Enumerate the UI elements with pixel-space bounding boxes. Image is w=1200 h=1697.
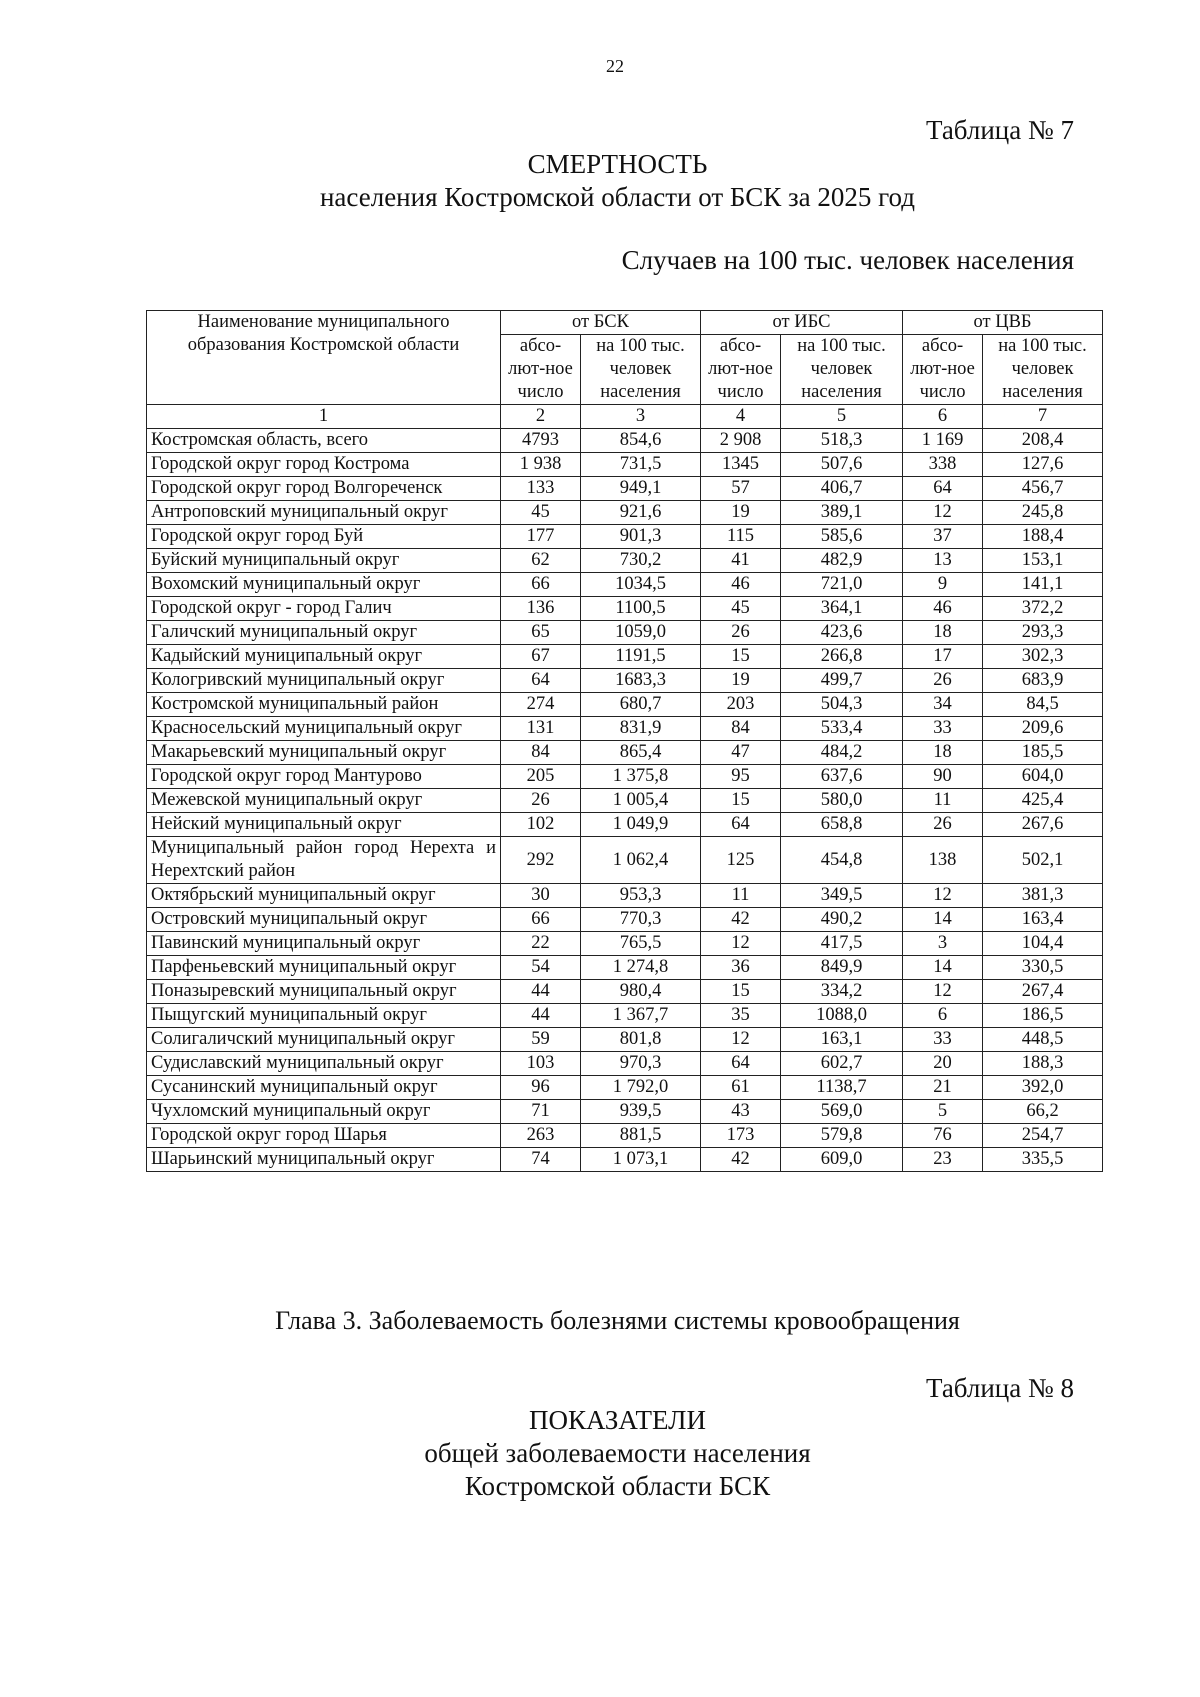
cell-bsk-abs: 62	[501, 549, 581, 573]
cell-ibs-abs: 125	[701, 837, 781, 884]
cell-bsk-abs: 1 938	[501, 453, 581, 477]
cell-ibs-rate: 364,1	[781, 597, 903, 621]
cell-cvb-rate: 185,5	[983, 741, 1103, 765]
cell-ibs-abs: 203	[701, 693, 781, 717]
cell-cvb-rate: 163,4	[983, 908, 1103, 932]
table-row	[147, 908, 1103, 932]
cell-bsk-abs: 22	[501, 932, 581, 956]
row-name: Красносельский муниципальный округ	[147, 717, 501, 741]
cell-bsk-abs: 67	[501, 645, 581, 669]
row-name: Нейский муниципальный округ	[147, 813, 501, 837]
header-abs: абсо-лют-ное число	[701, 335, 781, 405]
cell-cvb-abs: 11	[903, 789, 983, 813]
cell-ibs-rate: 163,1	[781, 1028, 903, 1052]
row-name: Муниципальный район город Нерехта и Нерехтский район	[147, 837, 501, 884]
cell-bsk-abs: 4793	[501, 429, 581, 453]
cell-ibs-abs: 15	[701, 645, 781, 669]
cell-ibs-rate: 518,3	[781, 429, 903, 453]
column-number: 7	[983, 405, 1103, 429]
cell-cvb-rate: 188,4	[983, 525, 1103, 549]
table-row	[147, 1148, 1103, 1172]
cell-ibs-abs: 42	[701, 908, 781, 932]
cell-bsk-abs: 26	[501, 789, 581, 813]
cell-ibs-rate: 849,9	[781, 956, 903, 980]
cell-cvb-rate: 293,3	[983, 621, 1103, 645]
cell-bsk-rate: 980,4	[581, 980, 701, 1004]
cell-cvb-abs: 18	[903, 621, 983, 645]
table-row	[147, 1028, 1103, 1052]
cell-bsk-abs: 59	[501, 1028, 581, 1052]
row-name: Межевской муниципальный округ	[147, 789, 501, 813]
cell-bsk-abs: 177	[501, 525, 581, 549]
row-name: Костромской муниципальный район	[147, 693, 501, 717]
row-name: Поназыревский муниципальный округ	[147, 980, 501, 1004]
cell-cvb-rate: 381,3	[983, 884, 1103, 908]
cell-cvb-abs: 9	[903, 573, 983, 597]
cell-cvb-rate: 302,3	[983, 645, 1103, 669]
cell-ibs-rate: 349,5	[781, 884, 903, 908]
cell-cvb-rate: 208,4	[983, 429, 1103, 453]
column-number-row	[147, 405, 1103, 429]
table-body	[147, 429, 1103, 1172]
cell-bsk-rate: 1034,5	[581, 573, 701, 597]
cell-cvb-abs: 12	[903, 884, 983, 908]
mortality-table	[146, 310, 1103, 1172]
cell-cvb-abs: 1 169	[903, 429, 983, 453]
cell-cvb-abs: 13	[903, 549, 983, 573]
cell-ibs-abs: 35	[701, 1004, 781, 1028]
cell-ibs-abs: 95	[701, 765, 781, 789]
cell-bsk-rate: 731,5	[581, 453, 701, 477]
cell-bsk-rate: 1 367,7	[581, 1004, 701, 1028]
cell-bsk-rate: 765,5	[581, 932, 701, 956]
header-rate: на 100 тыс. человек населения	[581, 335, 701, 405]
cell-ibs-abs: 47	[701, 741, 781, 765]
cell-cvb-abs: 21	[903, 1076, 983, 1100]
cell-cvb-abs: 26	[903, 813, 983, 837]
cell-cvb-rate: 392,0	[983, 1076, 1103, 1100]
column-number: 2	[501, 405, 581, 429]
cell-cvb-abs: 12	[903, 980, 983, 1004]
cell-ibs-abs: 12	[701, 1028, 781, 1052]
cell-ibs-rate: 454,8	[781, 837, 903, 884]
table-row	[147, 669, 1103, 693]
cell-cvb-abs: 76	[903, 1124, 983, 1148]
cell-bsk-rate: 1 049,9	[581, 813, 701, 837]
cell-bsk-abs: 292	[501, 837, 581, 884]
table7-title	[0, 148, 1200, 214]
row-name: Городской округ город Волгореченск	[147, 477, 501, 501]
cell-bsk-abs: 30	[501, 884, 581, 908]
cell-cvb-rate: 104,4	[983, 932, 1103, 956]
row-name: Солигаличский муниципальный округ	[147, 1028, 501, 1052]
cell-bsk-rate: 801,8	[581, 1028, 701, 1052]
row-name: Городской округ город Шарья	[147, 1124, 501, 1148]
cell-ibs-rate: 334,2	[781, 980, 903, 1004]
cell-ibs-rate: 637,6	[781, 765, 903, 789]
row-name: Кологривский муниципальный округ	[147, 669, 501, 693]
cell-cvb-abs: 138	[903, 837, 983, 884]
cell-ibs-abs: 11	[701, 884, 781, 908]
cell-ibs-rate: 585,6	[781, 525, 903, 549]
column-number: 6	[903, 405, 983, 429]
cell-cvb-rate: 502,1	[983, 837, 1103, 884]
cell-cvb-rate: 425,4	[983, 789, 1103, 813]
cell-ibs-abs: 41	[701, 549, 781, 573]
table8-title-line1: ПОКАЗАТЕЛИ	[529, 1405, 706, 1435]
row-name: Шарьинский муниципальный округ	[147, 1148, 501, 1172]
cell-ibs-abs: 57	[701, 477, 781, 501]
cell-ibs-abs: 61	[701, 1076, 781, 1100]
table-row	[147, 837, 1103, 884]
table-row	[147, 645, 1103, 669]
cell-cvb-rate: 267,4	[983, 980, 1103, 1004]
cell-cvb-abs: 5	[903, 1100, 983, 1124]
cell-ibs-rate: 406,7	[781, 477, 903, 501]
cell-ibs-abs: 45	[701, 597, 781, 621]
table8-title-line3: Костромской области БСК	[464, 1471, 771, 1501]
cell-ibs-abs: 42	[701, 1148, 781, 1172]
header-group-ibs: от ИБС	[701, 311, 903, 335]
cell-ibs-rate: 482,9	[781, 549, 903, 573]
table-row	[147, 597, 1103, 621]
cell-bsk-rate: 1 792,0	[581, 1076, 701, 1100]
cell-ibs-abs: 15	[701, 789, 781, 813]
cell-cvb-rate: 84,5	[983, 693, 1103, 717]
cell-cvb-rate: 330,5	[983, 956, 1103, 980]
cell-ibs-abs: 19	[701, 501, 781, 525]
row-name: Городской округ город Кострома	[147, 453, 501, 477]
cell-bsk-abs: 205	[501, 765, 581, 789]
cell-bsk-abs: 274	[501, 693, 581, 717]
cell-bsk-abs: 133	[501, 477, 581, 501]
row-name: Октябрьский муниципальный округ	[147, 884, 501, 908]
row-name: Антроповский муниципальный округ	[147, 501, 501, 525]
cell-ibs-abs: 64	[701, 1052, 781, 1076]
row-name: Городской округ город Мантурово	[147, 765, 501, 789]
row-name: Сусанинский муниципальный округ	[147, 1076, 501, 1100]
table-row	[147, 789, 1103, 813]
cell-bsk-rate: 1191,5	[581, 645, 701, 669]
cell-cvb-abs: 46	[903, 597, 983, 621]
cell-cvb-rate: 372,2	[983, 597, 1103, 621]
table-row	[147, 741, 1103, 765]
table-row	[147, 932, 1103, 956]
row-name: Пыщугский муниципальный округ	[147, 1004, 501, 1028]
chapter-title: Глава 3. Заболеваемость болезнями системы кровообращения	[275, 1306, 960, 1335]
cell-ibs-abs: 43	[701, 1100, 781, 1124]
cell-bsk-abs: 84	[501, 741, 581, 765]
cell-ibs-rate: 569,0	[781, 1100, 903, 1124]
cell-bsk-rate: 831,9	[581, 717, 701, 741]
cell-bsk-abs: 65	[501, 621, 581, 645]
cell-bsk-abs: 263	[501, 1124, 581, 1148]
cell-bsk-rate: 1 073,1	[581, 1148, 701, 1172]
cell-ibs-abs: 36	[701, 956, 781, 980]
cell-ibs-abs: 1345	[701, 453, 781, 477]
cell-bsk-abs: 66	[501, 908, 581, 932]
row-name: Кадыйский муниципальный округ	[147, 645, 501, 669]
table-row	[147, 884, 1103, 908]
cell-ibs-rate: 580,0	[781, 789, 903, 813]
table-row	[147, 453, 1103, 477]
row-name: Чухломский муниципальный округ	[147, 1100, 501, 1124]
column-number: 5	[781, 405, 903, 429]
cell-cvb-rate: 448,5	[983, 1028, 1103, 1052]
cell-ibs-rate: 609,0	[781, 1148, 903, 1172]
row-name: Судиславский муниципальный округ	[147, 1052, 501, 1076]
cell-cvb-rate: 604,0	[983, 765, 1103, 789]
cell-ibs-abs: 12	[701, 932, 781, 956]
cell-bsk-abs: 103	[501, 1052, 581, 1076]
cell-cvb-abs: 12	[903, 501, 983, 525]
cell-bsk-rate: 970,3	[581, 1052, 701, 1076]
table-row	[147, 1004, 1103, 1028]
cell-bsk-rate: 901,3	[581, 525, 701, 549]
table-row	[147, 1100, 1103, 1124]
cell-bsk-rate: 881,5	[581, 1124, 701, 1148]
cell-cvb-rate: 267,6	[983, 813, 1103, 837]
cell-bsk-rate: 1 375,8	[581, 765, 701, 789]
table-row	[147, 429, 1103, 453]
cell-cvb-rate: 186,5	[983, 1004, 1103, 1028]
cell-cvb-rate: 683,9	[983, 669, 1103, 693]
cell-ibs-abs: 26	[701, 621, 781, 645]
cell-cvb-rate: 66,2	[983, 1100, 1103, 1124]
cell-cvb-abs: 26	[903, 669, 983, 693]
table-row	[147, 549, 1103, 573]
cell-ibs-rate: 533,4	[781, 717, 903, 741]
cell-bsk-abs: 74	[501, 1148, 581, 1172]
table8-number-label: Таблица № 8	[926, 1373, 1074, 1403]
cell-ibs-rate: 721,0	[781, 573, 903, 597]
cell-cvb-abs: 37	[903, 525, 983, 549]
cell-ibs-abs: 84	[701, 717, 781, 741]
cell-cvb-rate: 456,7	[983, 477, 1103, 501]
cell-bsk-abs: 102	[501, 813, 581, 837]
cell-cvb-abs: 33	[903, 717, 983, 741]
cell-ibs-abs: 15	[701, 980, 781, 1004]
cell-cvb-abs: 20	[903, 1052, 983, 1076]
header-abs: абсо-лют-ное число	[903, 335, 983, 405]
cell-cvb-rate: 153,1	[983, 549, 1103, 573]
table-row	[147, 693, 1103, 717]
cell-bsk-rate: 680,7	[581, 693, 701, 717]
table-row	[147, 621, 1103, 645]
table-row	[147, 813, 1103, 837]
cell-cvb-rate: 245,8	[983, 501, 1103, 525]
cell-cvb-rate: 254,7	[983, 1124, 1103, 1148]
cell-cvb-rate: 141,1	[983, 573, 1103, 597]
cell-cvb-abs: 90	[903, 765, 983, 789]
cell-ibs-abs: 46	[701, 573, 781, 597]
cell-bsk-abs: 45	[501, 501, 581, 525]
row-name: Павинский муниципальный округ	[147, 932, 501, 956]
column-number: 4	[701, 405, 781, 429]
cell-bsk-rate: 1059,0	[581, 621, 701, 645]
header-rate: на 100 тыс. человек населения	[983, 335, 1103, 405]
cell-bsk-rate: 921,6	[581, 501, 701, 525]
cell-bsk-rate: 1 005,4	[581, 789, 701, 813]
table7-number-label: Таблица № 7	[926, 115, 1074, 145]
table-row	[147, 1052, 1103, 1076]
cell-ibs-rate: 499,7	[781, 669, 903, 693]
cell-bsk-abs: 71	[501, 1100, 581, 1124]
cell-cvb-rate: 209,6	[983, 717, 1103, 741]
header-group-cvb: от ЦВБ	[903, 311, 1103, 335]
table-row	[147, 1076, 1103, 1100]
cell-ibs-rate: 507,6	[781, 453, 903, 477]
cell-ibs-rate: 490,2	[781, 908, 903, 932]
cell-ibs-rate: 417,5	[781, 932, 903, 956]
table-row	[147, 501, 1103, 525]
table-row	[147, 525, 1103, 549]
cell-ibs-abs: 19	[701, 669, 781, 693]
table8-title-line2: общей заболеваемости населения	[424, 1438, 811, 1468]
table7-units: Случаев на 100 тыс. человек населения	[621, 245, 1074, 275]
header-rate: на 100 тыс. человек населения	[781, 335, 903, 405]
cell-bsk-abs: 54	[501, 956, 581, 980]
cell-cvb-rate: 127,6	[983, 453, 1103, 477]
cell-ibs-rate: 266,8	[781, 645, 903, 669]
cell-cvb-abs: 23	[903, 1148, 983, 1172]
cell-ibs-rate: 1138,7	[781, 1076, 903, 1100]
cell-cvb-abs: 33	[903, 1028, 983, 1052]
table8-title	[0, 1404, 1200, 1503]
cell-bsk-rate: 1100,5	[581, 597, 701, 621]
cell-ibs-rate: 1088,0	[781, 1004, 903, 1028]
cell-bsk-rate: 730,2	[581, 549, 701, 573]
cell-bsk-abs: 66	[501, 573, 581, 597]
table-row	[147, 765, 1103, 789]
cell-cvb-abs: 14	[903, 956, 983, 980]
cell-bsk-rate: 865,4	[581, 741, 701, 765]
table7-title-line2: населения Костромской области от БСК за 2025 год	[319, 182, 915, 212]
cell-ibs-rate: 389,1	[781, 501, 903, 525]
row-name: Макарьевский муниципальный округ	[147, 741, 501, 765]
cell-bsk-rate: 1 274,8	[581, 956, 701, 980]
cell-bsk-abs: 44	[501, 980, 581, 1004]
cell-cvb-abs: 17	[903, 645, 983, 669]
cell-cvb-abs: 34	[903, 693, 983, 717]
cell-bsk-rate: 949,1	[581, 477, 701, 501]
cell-ibs-rate: 579,8	[781, 1124, 903, 1148]
cell-cvb-abs: 18	[903, 741, 983, 765]
cell-cvb-abs: 338	[903, 453, 983, 477]
cell-cvb-abs: 6	[903, 1004, 983, 1028]
cell-ibs-rate: 423,6	[781, 621, 903, 645]
cell-bsk-rate: 770,3	[581, 908, 701, 932]
table-row	[147, 1124, 1103, 1148]
row-name: Буйский муниципальный округ	[147, 549, 501, 573]
cell-ibs-rate: 602,7	[781, 1052, 903, 1076]
cell-ibs-abs: 173	[701, 1124, 781, 1148]
row-name: Парфеньевский муниципальный округ	[147, 956, 501, 980]
cell-cvb-abs: 3	[903, 932, 983, 956]
cell-bsk-abs: 136	[501, 597, 581, 621]
cell-ibs-abs: 115	[701, 525, 781, 549]
cell-bsk-rate: 953,3	[581, 884, 701, 908]
row-name: Городской округ город Буй	[147, 525, 501, 549]
row-name: Городской округ - город Галич	[147, 597, 501, 621]
cell-bsk-abs: 96	[501, 1076, 581, 1100]
row-name: Костромская область, всего	[147, 429, 501, 453]
table-row	[147, 980, 1103, 1004]
cell-bsk-rate: 1 062,4	[581, 837, 701, 884]
header-group-row	[147, 311, 1103, 335]
page-number: 22	[606, 56, 624, 76]
cell-cvb-abs: 14	[903, 908, 983, 932]
cell-bsk-rate: 1683,3	[581, 669, 701, 693]
cell-ibs-rate: 504,3	[781, 693, 903, 717]
row-name: Вохомский муниципальный округ	[147, 573, 501, 597]
header-abs: абсо-лют-ное число	[501, 335, 581, 405]
table-row	[147, 477, 1103, 501]
column-number: 1	[147, 405, 501, 429]
table7-title-line1: СМЕРТНОСТЬ	[527, 149, 708, 179]
cell-cvb-rate: 188,3	[983, 1052, 1103, 1076]
table-row	[147, 717, 1103, 741]
header-group-bsk: от БСК	[501, 311, 701, 335]
column-number: 3	[581, 405, 701, 429]
cell-ibs-abs: 2 908	[701, 429, 781, 453]
cell-bsk-abs: 64	[501, 669, 581, 693]
row-name: Галичский муниципальный округ	[147, 621, 501, 645]
header-name: Наименование муниципального образования Костромской области	[147, 311, 501, 405]
table-row	[147, 956, 1103, 980]
cell-bsk-abs: 131	[501, 717, 581, 741]
cell-cvb-rate: 335,5	[983, 1148, 1103, 1172]
cell-bsk-rate: 854,6	[581, 429, 701, 453]
cell-ibs-rate: 484,2	[781, 741, 903, 765]
table-row	[147, 573, 1103, 597]
cell-bsk-rate: 939,5	[581, 1100, 701, 1124]
cell-ibs-abs: 64	[701, 813, 781, 837]
cell-bsk-abs: 44	[501, 1004, 581, 1028]
cell-ibs-rate: 658,8	[781, 813, 903, 837]
row-name: Островский муниципальный округ	[147, 908, 501, 932]
cell-cvb-abs: 64	[903, 477, 983, 501]
